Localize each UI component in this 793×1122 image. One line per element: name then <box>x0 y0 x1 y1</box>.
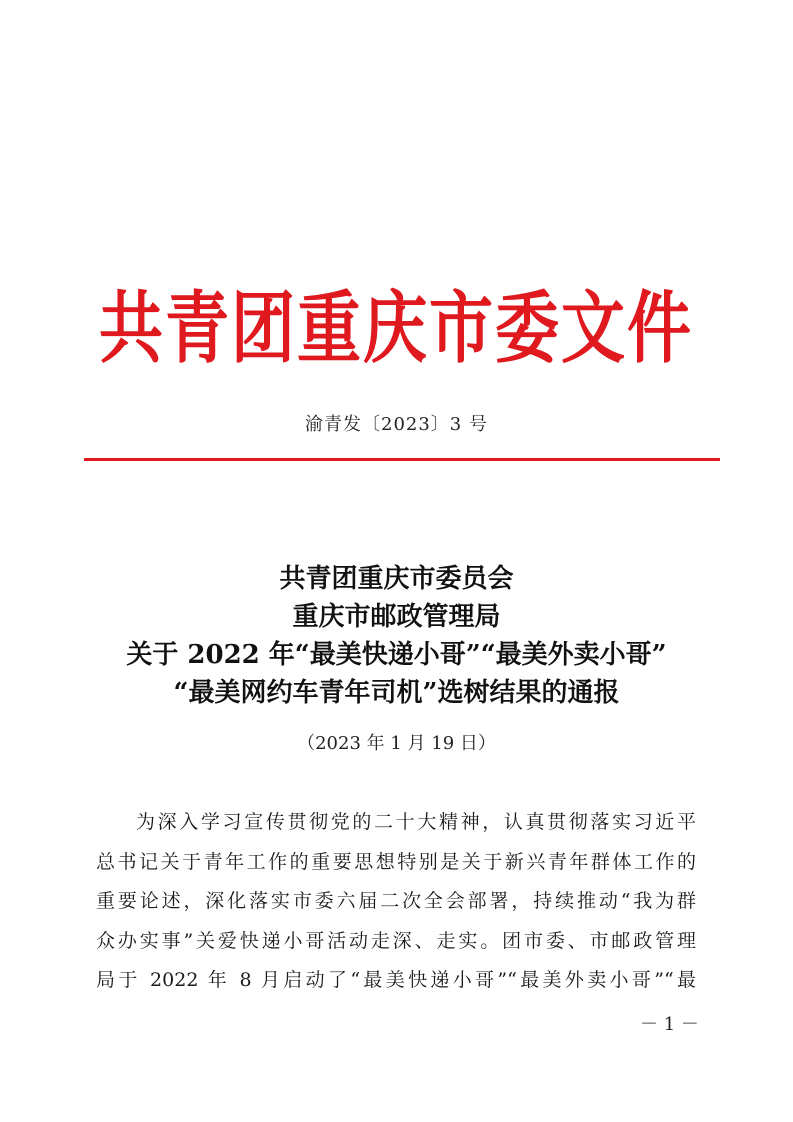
page-number: － 1 － <box>640 1014 699 1035</box>
title-line: “最美网约车青年司机”选树结果的通报 <box>173 678 620 708</box>
notice-title <box>60 560 733 712</box>
document-header-title: 共青团重庆市委文件 <box>99 284 693 375</box>
body-paragraph <box>96 803 696 1001</box>
issue-date: （2023 年 1 月 19 日） <box>297 733 496 754</box>
document-number: 渝青发〔2023〕3 号 <box>305 414 488 435</box>
header-divider <box>84 458 720 461</box>
body-line: 局于 2022 年 8 月启动了“最美快递小哥”“最美外卖小哥”“最 <box>96 969 696 991</box>
body-line: 总书记关于青年工作的重要思想特别是关于新兴青年群体工作的 <box>96 850 696 873</box>
title-line: 共青团重庆市委员会 <box>279 564 514 594</box>
title-line: 重庆市邮政管理局 <box>292 602 501 632</box>
body-line: 众办实事”关爱快递小哥活动走深、走实。团市委、市邮政管理 <box>96 929 696 952</box>
body-line: 重要论述，深化落实市委六届二次全会部署，持续推动“我为群 <box>96 890 696 912</box>
title-line: 关于 2022 年“最美快递小哥”“最美外卖小哥” <box>126 640 667 670</box>
body-line: 为深入学习宣传贯彻党的二十大精神，认真贯彻落实习近平 <box>136 811 696 833</box>
